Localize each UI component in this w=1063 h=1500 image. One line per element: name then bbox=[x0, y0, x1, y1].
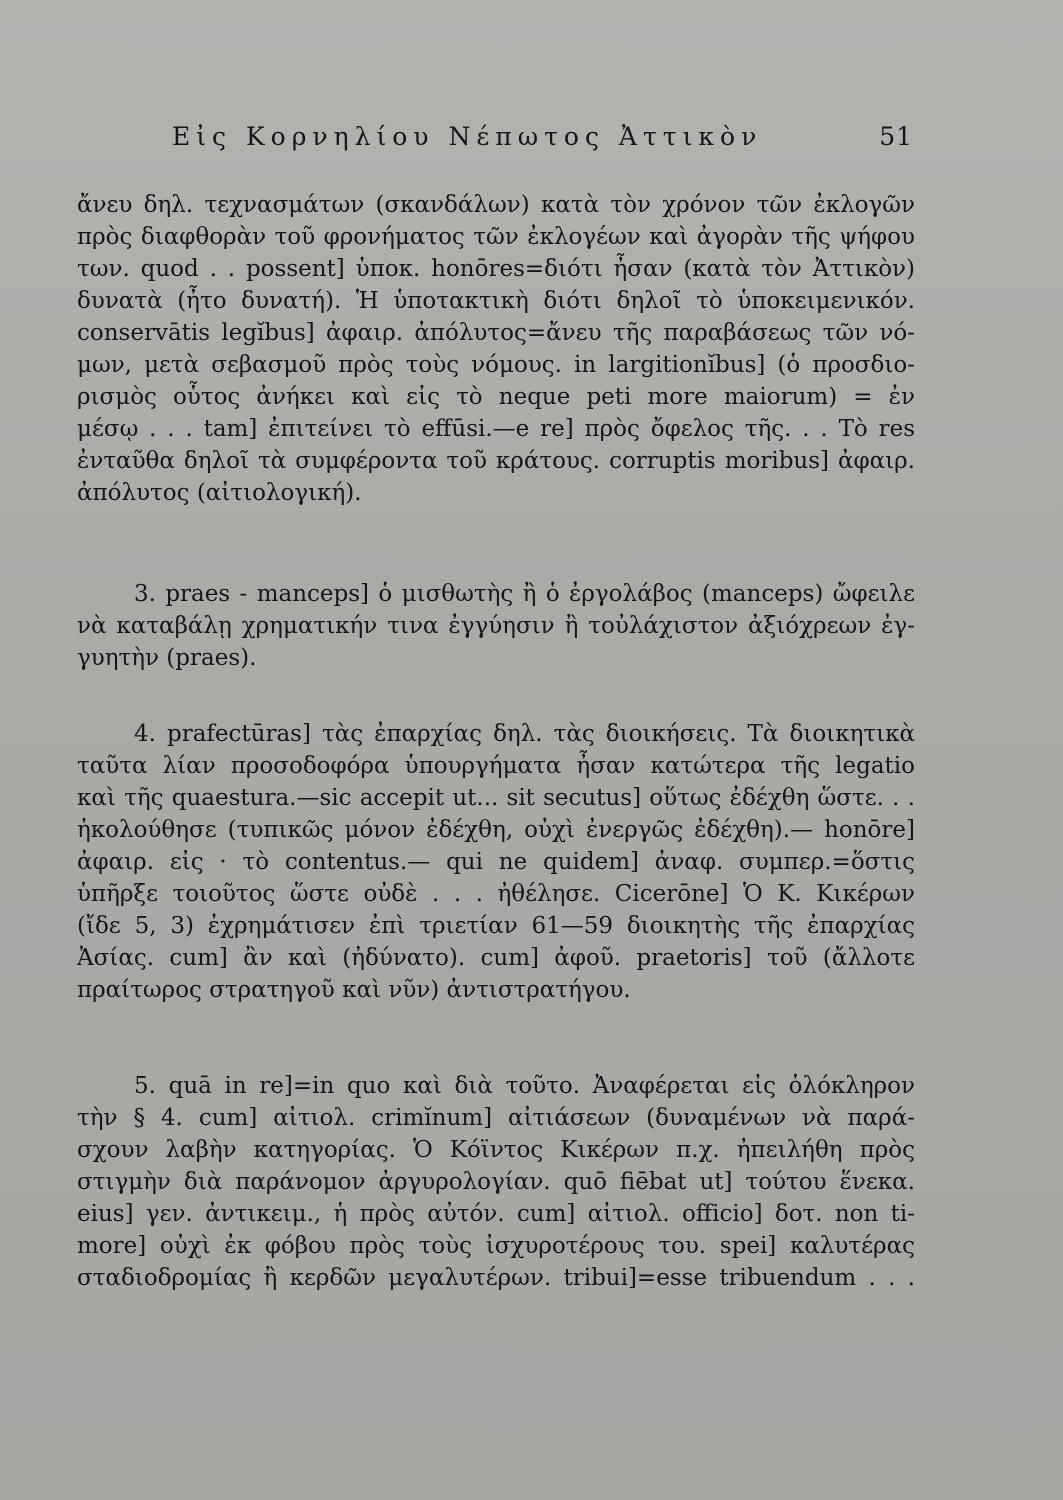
text-line: πρὸς διαφθορὰν τοῦ φρονήματος τῶν ἐκλογέων καὶ ἀγορὰν τῆς ψήφου bbox=[77, 224, 915, 250]
text-line: more] οὐχὶ ἐκ φόβου πρὸς τοὺς ἰσχυροτέρους του. spei] καλυτέρας bbox=[77, 1233, 915, 1259]
text-line: νὰ καταβάλῃ χρηματικήν τινα ἐγγύησιν ἢ τοὐλάχιστον ἀξιόχρεων ἐγ- bbox=[77, 613, 915, 639]
text-line: ἀφαιρ. εἰς · τὸ contentus.— qui ne quidem] ἀναφ. συμπερ.=ὅστις bbox=[77, 849, 915, 875]
page-number: 51 bbox=[879, 122, 913, 151]
text-line: στιγμὴν διὰ παράνομον ἀργυρολογίαν. quō fiēbat ut] τούτου ἕνεκα. bbox=[77, 1169, 915, 1195]
text-line: δυνατὰ (ἦτο δυνατή). Ἡ ὑποτακτικὴ διότι δηλοῖ τὸ ὑποκειμενικόν. bbox=[77, 288, 915, 314]
text-line: των. quod . . possent] ὑποκ. honōres=διότι ἦσαν (κατὰ τὸν Ἀττικὸν) bbox=[77, 256, 915, 282]
text-line: σταδιοδρομίας ἢ κερδῶν μεγαλυτέρων. tribui]=esse tribuendum . . . bbox=[77, 1265, 915, 1291]
text-line: σχουν λαβὴν κατηγορίας. Ὁ Κόϊντος Κικέρων π.χ. ἠπειλήθη πρὸς bbox=[77, 1137, 915, 1163]
text-line: Ἀσίας. cum] ἂν καὶ (ἠδύνατο). cum] ἀφοῦ. praetoris] τοῦ (ἄλλοτε bbox=[77, 945, 915, 971]
text-line: ἀπόλυτος (αἰτιολογική). bbox=[77, 480, 362, 506]
text-line: μων, μετὰ σεβασμοῦ πρὸς τοὺς νόμους. in largitionĭbus] (ὁ προσδιο- bbox=[77, 352, 915, 378]
text-line: 5. quā in re]=in quo καὶ διὰ τοῦτο. Ἀναφέρεται εἰς ὁλόκληρον bbox=[134, 1073, 915, 1099]
text-line: πραίτωρος στρατηγοῦ καὶ νῦν) ἀντιστρατήγου. bbox=[77, 977, 631, 1003]
paragraph-2 bbox=[77, 578, 915, 674]
text-line: ἄνευ δηλ. τεχνασμάτων (σκανδάλων) κατὰ τὸν χρόνον τῶν ἐκλογῶν bbox=[77, 192, 915, 218]
text-line: μέσῳ . . . tam] ἐπιτείνει τὸ effūsi.—e re] πρὸς ὄφελος τῆς. . . Τὸ res bbox=[77, 416, 915, 442]
header-title: Εἰς Κορνηλίου Νέπωτος Ἀττικὸν bbox=[172, 122, 763, 151]
text-line: (ἴδε 5, 3) ἐχρημάτισεν ἐπὶ τριετίαν 61—59 διοικητὴς τῆς ἐπαρχίας bbox=[77, 913, 915, 939]
text-line: ἐνταῦθα δηλοῖ τὰ συμφέροντα τοῦ κράτους. corruptis moribus] ἀφαιρ. bbox=[77, 448, 915, 474]
paragraph-1 bbox=[77, 189, 915, 509]
running-header bbox=[172, 122, 913, 162]
text-line: eius] γεν. ἀντικειμ., ἡ πρὸς αὐτόν. cum] αἰτιολ. officio] δοτ. non ti- bbox=[77, 1201, 915, 1227]
text-line: τὴν § 4. cum] αἰτιολ. crimĭnum] αἰτιάσεων (δυναμένων νὰ παρά- bbox=[77, 1105, 915, 1131]
text-line: 4. prafectūras] τὰς ἐπαρχίας δηλ. τὰς διοικήσεις. Τὰ διοικητικὰ bbox=[134, 721, 915, 747]
text-line: γυητὴν (praes). bbox=[77, 645, 257, 671]
text-line: καὶ τῆς quaestura.—sic accepit ut... sit secutus] οὕτως ἐδέχθη ὥστε. . . bbox=[77, 785, 915, 811]
text-line: 3. praes - manceps] ὁ μισθωτὴς ἢ ὁ ἐργολάβος (manceps) ὤφειλε bbox=[134, 581, 915, 607]
text-line: ταῦτα λίαν προσοδοφόρα ὑπουργήματα ἦσαν κατώτερα τῆς legatio bbox=[77, 753, 915, 779]
text-line: ἠκολούθησε (τυπικῶς μόνον ἐδέχθη, οὐχὶ ἐνεργῶς ἐδέχθη).— honōre] bbox=[77, 817, 915, 843]
text-line: conservātis legĭbus] ἀφαιρ. ἀπόλυτος=ἄνευ τῆς παραβάσεως τῶν νό- bbox=[77, 320, 915, 346]
paragraph-3 bbox=[77, 718, 915, 1006]
text-line: ρισμὸς οὗτος ἀνήκει καὶ εἰς τὸ neque peti more maiorum) = ἐν bbox=[77, 384, 915, 410]
paragraph-4 bbox=[77, 1070, 915, 1294]
text-line: ὑπῆρξε τοιοῦτος ὥστε οὐδὲ . . . ἠθέλησε. Cicerōne] Ὁ Κ. Κικέρων bbox=[77, 881, 915, 907]
